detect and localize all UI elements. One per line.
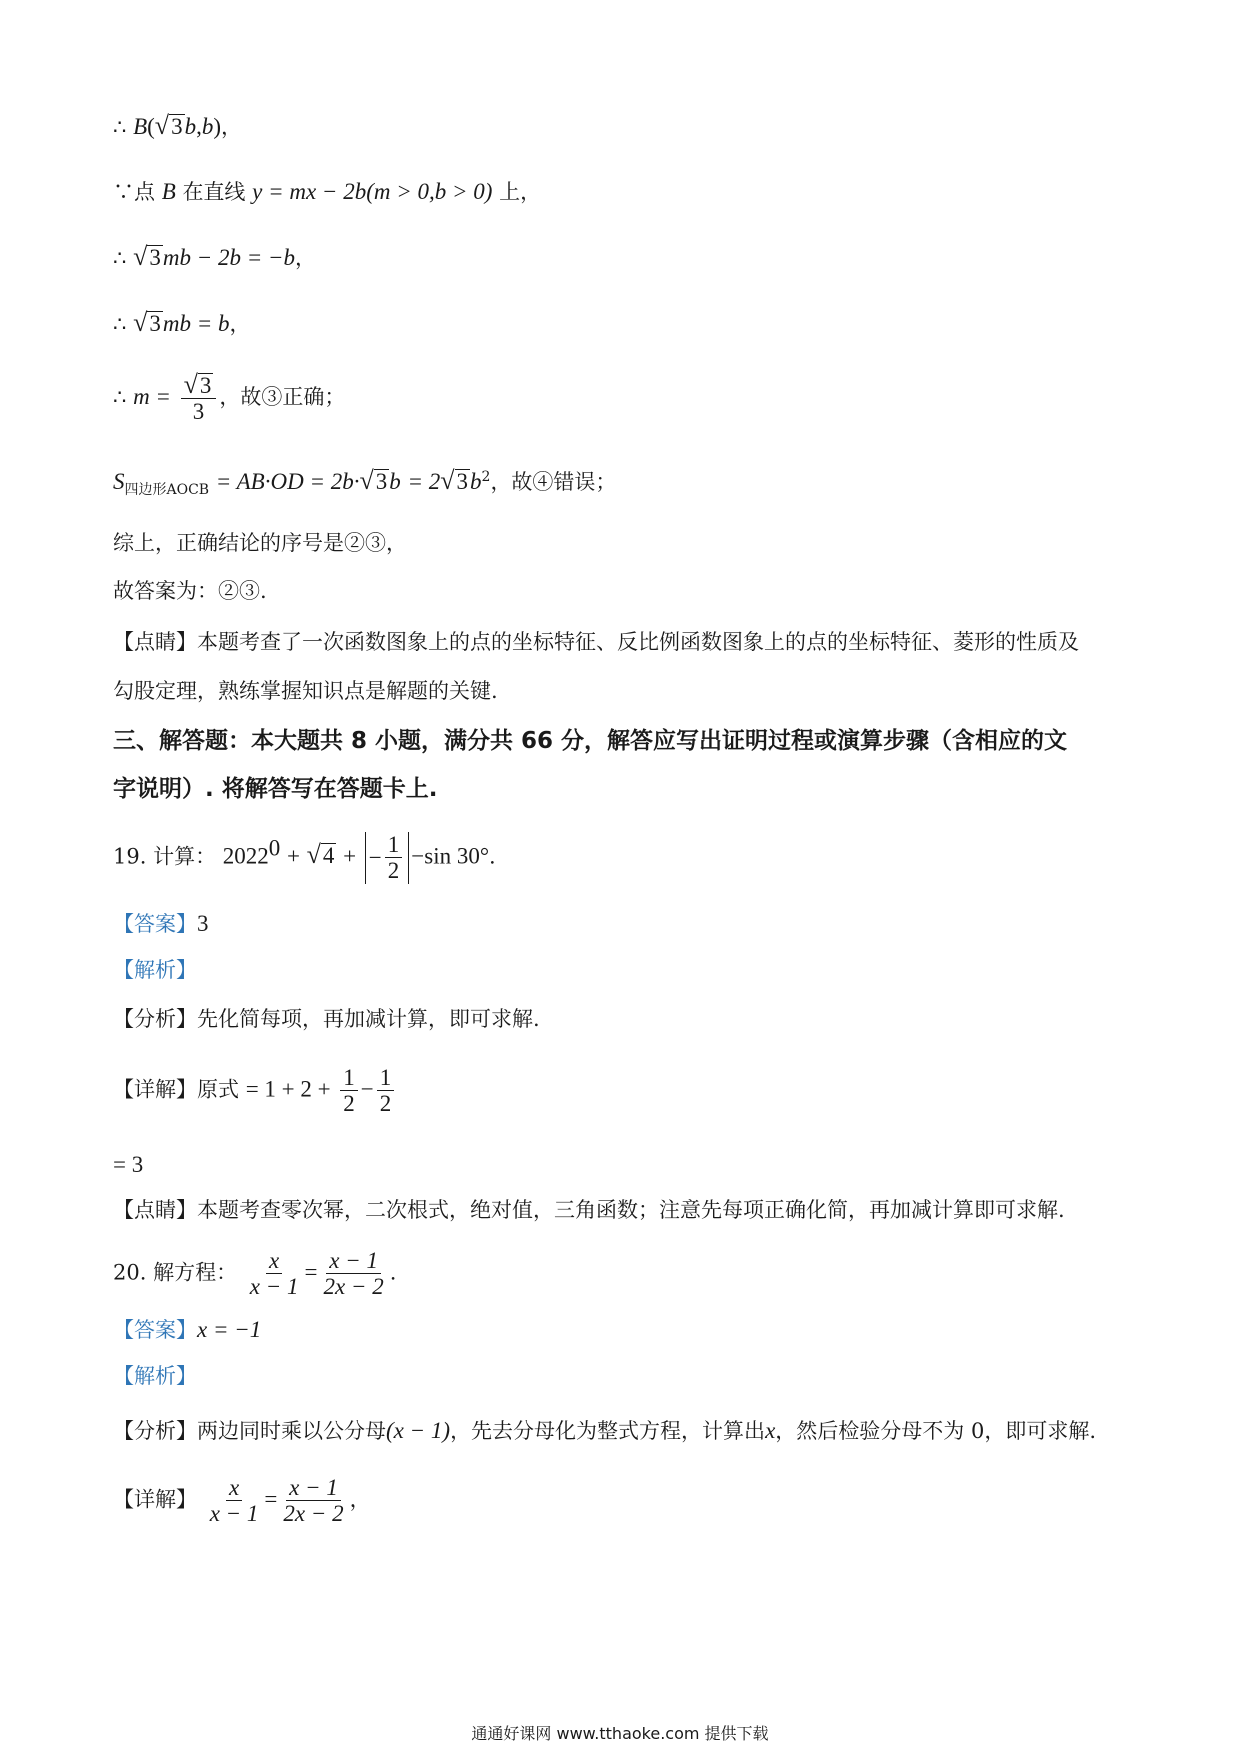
dianjing-line-2: 勾股定理，熟练掌握知识点是解题的关键. [113,679,498,703]
line-area: $S_{四边形AOCB} = AB\cdot OD = 2b\cdot$ √ 3 b = 2 √ 3 $b^2$，故④错误； [113,466,617,499]
line-eq-1: ∴ √ 3 mb − 2b = −b， [113,242,317,271]
section-three-heading: 三、解答题：本大题共 8 小题，满分共 66 分，解答应写出证明过程或演算步骤（含相应的文 [113,728,1068,754]
line-b-coord: ∴ B( √ 3 b,b)， [113,111,242,140]
question-19: 19. 计算： 2022$^0$ + √ 4 + − $\frac{1}{2}$ −sin 30°. [113,832,496,884]
q19-fenxi: 【分析】先化简每项，再加减计算，即可求解. [113,1007,540,1031]
question-20: 20. 解方程： $\frac{x}{x - 1}$ = $\frac{x - 1}{2x - 2}$ . [113,1248,397,1300]
answer-line: 故答案为：②③. [113,579,267,603]
q19-analysis-tag: 【解析】 [113,958,197,982]
line-eq-2: ∴ √ 3 mb = b， [113,308,251,337]
q19-detail: 【详解】原式 = 1 + 2 + $\frac{1}{2}$ − $\frac{1}{2}$ [113,1065,397,1117]
dianjing-line-1: 【点睛】本题考查了一次函数图象上的点的坐标特征、反比例函数图象上的点的坐标特征、菱形的性质及 [113,630,1079,654]
q20-answer: 【答案】x = −1 [113,1317,262,1342]
section-three-heading-cont: 字说明）. 将解答写在答题卡上. [113,776,438,802]
q19-result: = 3 [113,1152,144,1177]
q20-fenxi: 【分析】两边同时乘以公分母(x − 1)，先去分母化为整式方程，计算出x，然后检验分母不为 0，即可求解. [113,1418,1096,1443]
summary-line: 综上，正确结论的序号是②③， [113,531,407,555]
q20-analysis-tag: 【解析】 [113,1364,197,1388]
q19-dianjing: 【点睛】本题考查零次幂，二次根式，绝对值，三角函数；注意先每项正确化简，再加减计算即可求解. [113,1198,1065,1222]
line-point-on-line: ∵点 B 在直线 y = mx − 2b(m > 0,b > 0) 上， [113,179,542,204]
q19-answer: 【答案】3 [113,911,209,936]
page-footer: 通通好课网 www.tthaoke.com 提供下载 [471,1724,769,1743]
line-m-value: ∴ m = √ 3 3 ，故③正确； [113,370,346,425]
q20-detail: 【详解】 $\frac{x}{x - 1}$ = $\frac{x - 1}{2x - 2}$ ， [113,1475,371,1527]
